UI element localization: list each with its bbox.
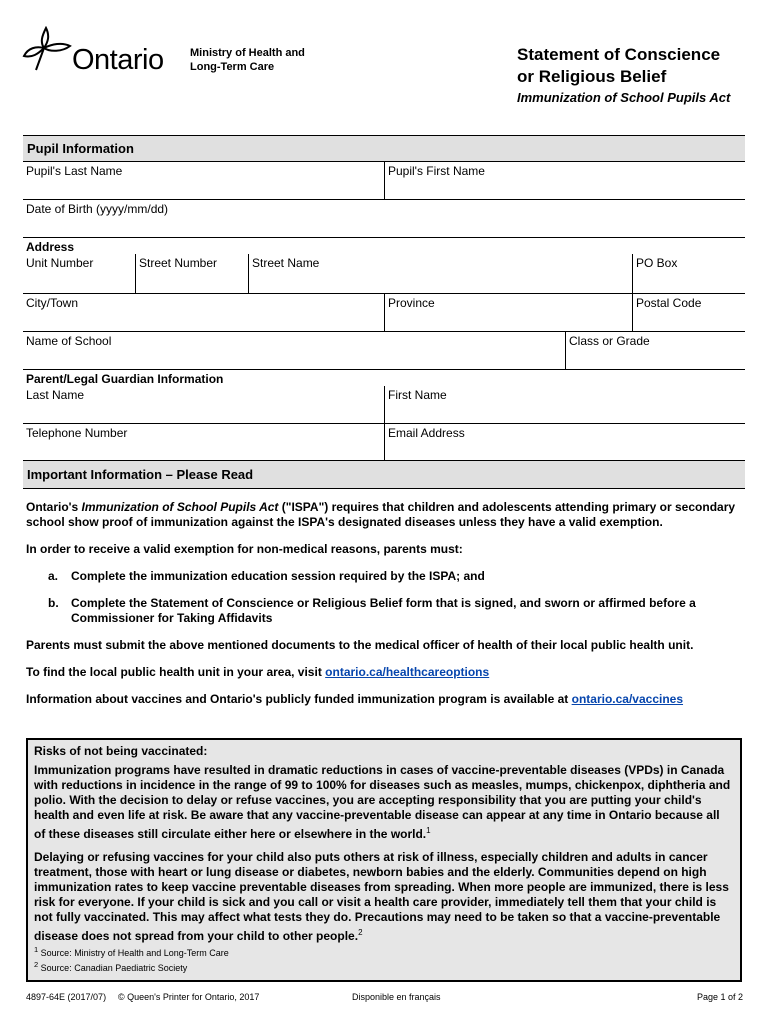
ministry-name xyxy=(190,46,340,74)
form-number: 4897-64E (2017/07) xyxy=(26,992,107,1002)
guardian-first-name-field[interactable]: First Name xyxy=(384,386,745,423)
address-block xyxy=(23,238,745,294)
vaccines-link[interactable]: ontario.ca/vaccines xyxy=(571,692,684,706)
ministry-line-2: Long-Term Care xyxy=(190,61,275,73)
class-grade-field[interactable]: Class or Grade xyxy=(565,332,745,369)
school-name-field[interactable]: Name of School xyxy=(26,334,112,348)
po-box-field[interactable]: PO Box xyxy=(632,254,745,293)
street-number-field[interactable]: Street Number xyxy=(135,254,248,293)
guardian-last-name-field[interactable]: Last Name xyxy=(26,388,85,402)
source-note-2: $^2$ Source: Canadian Paediatric Society xyxy=(34,960,188,973)
form-title xyxy=(517,44,720,88)
trillium-logo-icon xyxy=(22,26,72,74)
pupil-last-name-field[interactable]: Pupil's Last Name xyxy=(26,164,123,178)
street-name-field[interactable]: Street Name xyxy=(248,254,632,293)
important-section-header: Important Information – Please Read xyxy=(23,461,745,489)
guardian-section-header: Parent/Legal Guardian Information xyxy=(26,372,224,386)
date-of-birth-field[interactable]: Date of Birth (yyyy/mm/dd) xyxy=(26,202,169,216)
postal-code-field[interactable]: Postal Code xyxy=(632,294,745,331)
submit-paragraph: Parents must submit the above mentioned documents to the medical officer of health of their local public health unit. xyxy=(26,638,694,652)
page-number: Page 1 of 2 xyxy=(697,992,744,1002)
exemption-intro: In order to receive a valid exemption for non-medical reasons, parents must: xyxy=(26,542,463,556)
risks-paragraph-2: Delaying or refusing vaccines for your child also puts others at risk of illness, especially children and adults in cancer treatment, those with heart or lung disease or diabetes, newborn babies and the elderly. Communities depend on high immunization rates to keep vaccine preventable diseases from spreading. When more people are immunized, there is less risk for everyone. If your child is sick and you call or visit a health care provider, immediately tell them that your child is not fully vaccinated. This may affect what tests they do. Precautions may need to be taken so that a vaccine-preventable disease does not spread from your child to other people.$^2$ xyxy=(34,850,729,943)
ontario-wordmark: Ontario xyxy=(72,44,164,76)
important-info-body xyxy=(26,500,746,719)
list-item: a. Complete the immunization education session required by the ISPA; and xyxy=(48,569,485,583)
list-item: b. Complete the Statement of Conscience or Religious Belief form that is signed, and sworn or affirmed before a Commissioner for Taking Affidavits xyxy=(48,596,696,625)
risks-box xyxy=(26,738,742,982)
form-subtitle: Immunization of School Pupils Act xyxy=(517,90,731,105)
ministry-line-1: Ministry of Health and xyxy=(190,47,305,59)
province-field[interactable]: Province xyxy=(384,294,632,331)
pupil-first-name-field[interactable]: Pupil's First Name xyxy=(384,162,745,199)
guardian-block xyxy=(23,370,745,461)
health-unit-paragraph: To find the local public health unit in your area, visit ontario.ca/healthcareoptions xyxy=(26,665,490,679)
address-label: Address xyxy=(26,240,75,254)
risks-heading: Risks of not being vaccinated: xyxy=(34,744,208,758)
ispa-paragraph: Ontario's Immunization of School Pupils Act ("ISPA") requires that children and adolescents attending primary or secondary school show proof of immunization against the ISPA's designated diseases unless they have a valid exemption. xyxy=(26,500,736,529)
title-line-2: or Religious Belief xyxy=(517,67,667,86)
title-line-1: Statement of Conscience xyxy=(517,45,721,64)
vaccines-paragraph: Information about vaccines and Ontario's publicly funded immunization program is available at ontario.ca/vaccines xyxy=(26,692,684,706)
source-note-1: $^1$ Source: Ministry of Health and Long-Term Care xyxy=(34,945,229,958)
french-availability: Disponible en français xyxy=(352,992,441,1002)
copyright: © Queen's Printer for Ontario, 2017 xyxy=(118,992,260,1002)
healthcareoptions-link[interactable]: ontario.ca/healthcareoptions xyxy=(325,665,490,679)
email-field[interactable]: Email Address xyxy=(384,424,745,460)
telephone-field[interactable]: Telephone Number xyxy=(26,426,128,440)
unit-number-field[interactable]: Unit Number xyxy=(26,256,94,270)
pupil-section-header: Pupil Information xyxy=(23,136,745,162)
risks-paragraph-1: Immunization programs have resulted in dramatic reductions in cases of vaccine-preventable diseases (VPDs) in Canada with reductions in incidence in the range of 99 to 100% for diseases such as measles, mumps, chickenpox, diphtheria and polio. With the decision to delay or refuse vaccines, you are accepting responsibility that you are putting your child's health and even life at risk. Be aware that any vaccine-preventable disease can appear at any time in Ontario because all of these diseases still circulate either here or elsewhere in the world.$^1$ xyxy=(34,763,731,841)
city-town-field[interactable]: City/Town xyxy=(26,296,79,310)
form-table xyxy=(23,135,745,489)
